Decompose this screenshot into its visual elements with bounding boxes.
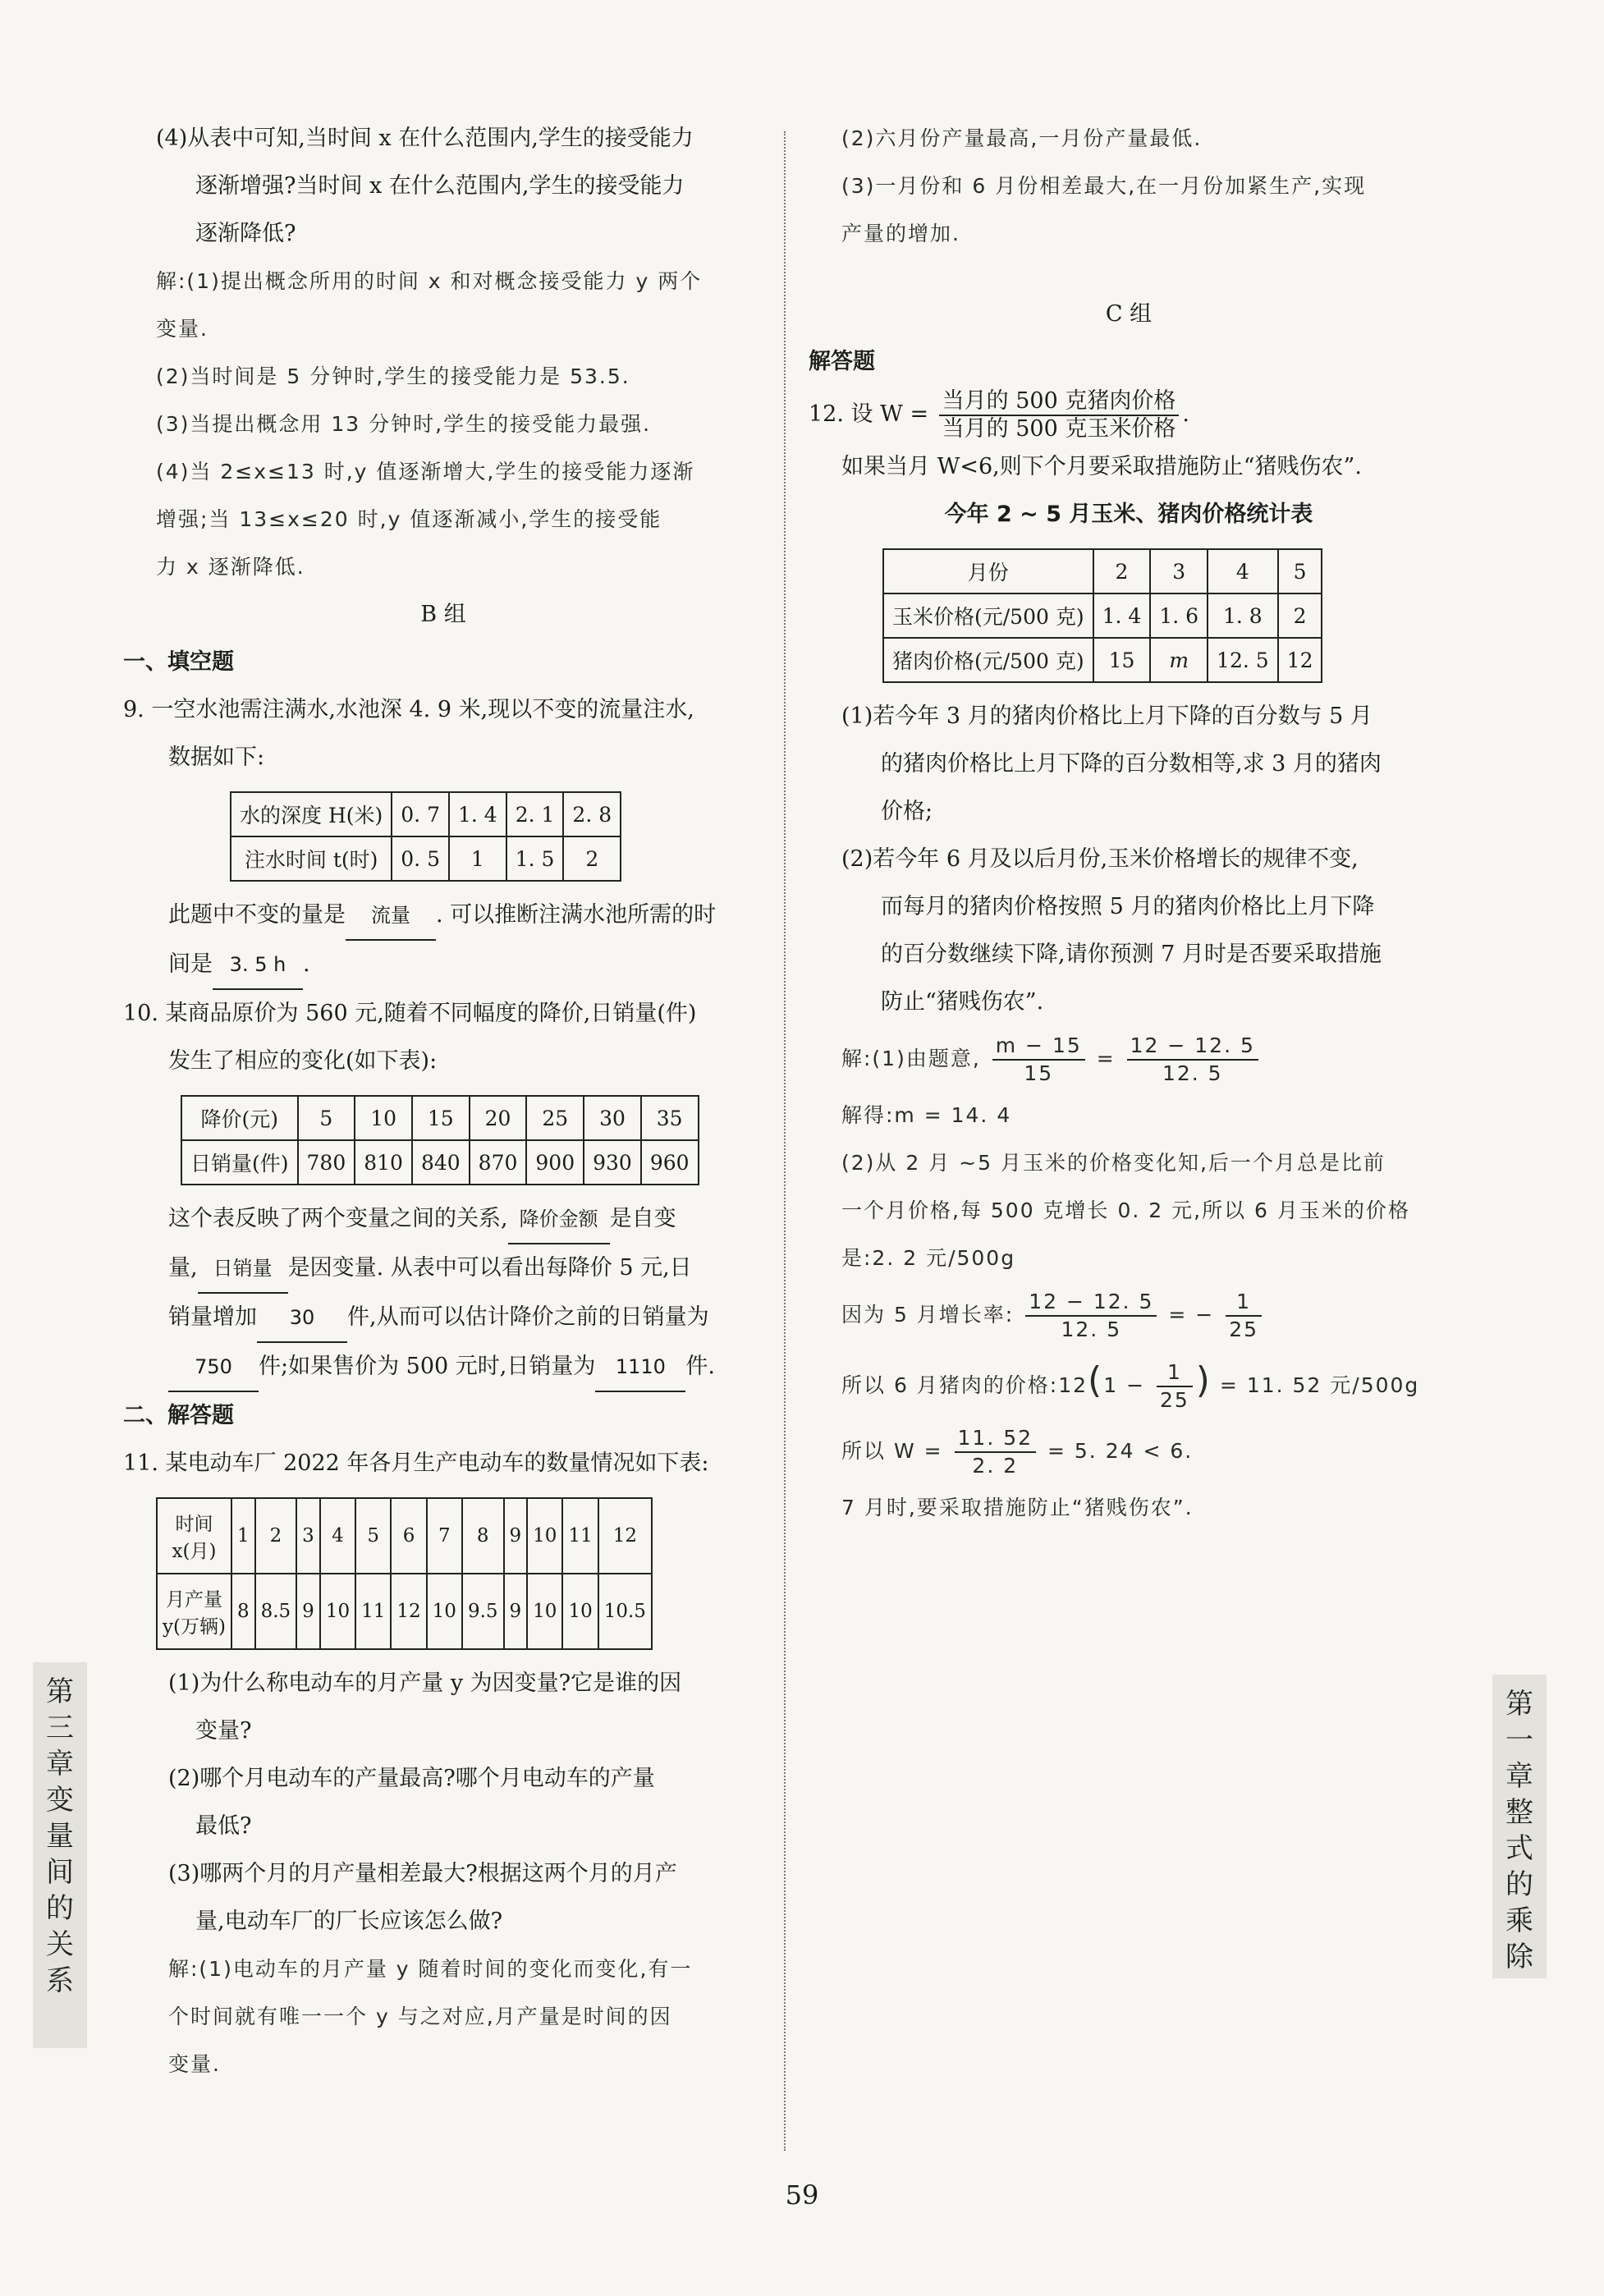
answer-text: 变量.: [168, 2052, 221, 2076]
answer-text: 解:(1)提出概念所用的时间 x 和对概念接受能力 y 两个: [156, 269, 703, 293]
solution-line: 解:(1)由题意, $\frac{m - 15}{15}$ = $\frac{12 - 12. 5}{12. 5}$: [809, 1026, 1449, 1092]
solution-line: 所以 W = $\frac{11. 52}{2. 2}$ = 5. 24 < 6.: [841, 1426, 1194, 1478]
q11-sub: (3)哪两个月的月产量相差最大?根据这两个月的月产: [168, 1861, 677, 1886]
table-q11: [156, 1497, 653, 1650]
fraction: $\frac{11. 52}{2. 2}$: [955, 1425, 1037, 1479]
solution-line: 解得:m = 14. 4: [841, 1103, 1012, 1127]
q10-blank-line: 量, 日销量 是因变量. 从表中可以看出每降价 5 元,日: [123, 1244, 763, 1294]
answer-text: 产量的增加.: [841, 222, 960, 245]
answer-text: (3)一月份和 6 月份相差最大,在一月份加紧生产,实现: [841, 174, 1367, 198]
section-fill-blank: 一、填空题: [123, 649, 234, 675]
q12-sub: (1)若今年 3 月的猪肉价格比上月下降的百分数与 5 月: [841, 703, 1373, 729]
q12-sub: 防止“猪贱伤农”.: [881, 989, 1044, 1015]
q12-sub: 的猪肉价格比上月下降的百分数相等,求 3 月的猪肉: [881, 751, 1382, 777]
q12-text: 如果当月 W<6,则下个月要采取措施防止“猪贱伤农”.: [841, 454, 1362, 479]
right-column: [809, 115, 1449, 1532]
group-b-heading: B 组: [420, 602, 466, 627]
group-c-heading: C 组: [1105, 301, 1153, 327]
q9-text: 9. 一空水池需注满水,水池深 4. 9 米,现以不变的流量注水,: [123, 697, 694, 722]
left-column: [123, 115, 763, 2088]
solution-line: 所以 6 月猪肉的价格:12(1 − $\frac{1}{25}$ ) = 11. 52 元/500g: [841, 1359, 1420, 1412]
q10-blank-line: 750 件;如果售价为 500 元时,日销量为 1110 件.: [123, 1343, 763, 1392]
q9-blank-line: 此题中不变的量是 流量 . 可以推断注满水池所需的时: [123, 891, 763, 941]
fraction: $\frac{1}{25}$: [1157, 1359, 1193, 1414]
answer-blank: 日销量: [198, 1244, 288, 1294]
fraction: $\frac{m - 15}{15}$: [992, 1033, 1085, 1087]
q12-sub: 而每月的猪肉价格按照 5 月的猪肉价格比上月下降: [881, 894, 1375, 919]
table-row: 猪肉价格(元/500 克) 15 m 12. 5 12: [883, 638, 1322, 682]
fraction: $\frac{12 - 12. 5}{12. 5}$: [1025, 1289, 1157, 1343]
q12-formula: 12. 设 W = $\frac{\text{当月的 500 克猪肉价格}}{\text{当月的 500 克玉米价格}}$ .: [809, 387, 1189, 442]
solution-line: (2)从 2 月 ~5 月玉米的价格变化知,后一个月总是比前: [841, 1151, 1386, 1175]
chapter-tab-right: 第 一 章 整 式 的 乘 除: [1492, 1675, 1547, 1978]
q12-sub: (2)若今年 6 月及以后月份,玉米价格增长的规律不变,: [841, 846, 1359, 872]
solution-line: 因为 5 月增长率: $\frac{12 - 12. 5}{12. 5}$ = − $\frac{1}{25}$: [809, 1282, 1449, 1348]
header-cell: 时间 x(月): [157, 1498, 231, 1574]
answer-blank: 750: [168, 1343, 259, 1392]
table-row: 注水时间 t(时) 0. 5 1 1. 5 2: [231, 836, 621, 881]
answer-text: (2)六月份产量最高,一月份产量最低.: [841, 126, 1203, 150]
fraction: $\frac{\text{当月的 500 克猪肉价格}}{\text{当月的 500 克玉米价格}}$: [939, 388, 1180, 442]
q11-sub: 量,电动车厂的厂长应该怎么做?: [195, 1909, 503, 1934]
answer-text: (3)当提出概念用 13 分钟时,学生的接受能力最强.: [156, 412, 652, 436]
q9-blank-line: 间是 3. 5 h .: [123, 941, 763, 990]
answer-text: 个时间就有唯一一个 y 与之对应,月产量是时间的因: [168, 2005, 672, 2028]
table-row: 月份 2 3 4 5: [883, 549, 1322, 593]
solution-line: 是:2. 2 元/500g: [841, 1246, 1016, 1270]
answer-text: 力 x 逐渐降低.: [156, 555, 305, 579]
q4-text: (4)从表中可知,当时间 x 在什么范围内,学生的接受能力: [156, 126, 694, 151]
answer-text: 增强;当 13≤x≤20 时,y 值逐渐减小,学生的接受能: [156, 507, 662, 531]
answer-text: (2)当时间是 5 分钟时,学生的接受能力是 53.5.: [156, 364, 630, 388]
table-q12: [882, 548, 1322, 683]
q10-text: 10. 某商品原价为 560 元,随着不同幅度的降价,日销量(件): [123, 1001, 697, 1026]
header-cell: 月产量 y(万辆): [157, 1574, 231, 1649]
column-divider: [784, 131, 786, 2151]
answer-blank: 1110: [595, 1343, 685, 1392]
table-row: 时间 x(月) 1 2 3 4 5 6 7 8 9 10 11 12: [157, 1498, 652, 1574]
page-number: 59: [785, 2179, 819, 2211]
answer-text: 变量.: [156, 317, 209, 341]
q10-blank-line: 销量增加 30 件,从而可以估计降价之前的日销量为: [123, 1294, 763, 1343]
table-title: 今年 2 ~ 5 月玉米、猪肉价格统计表: [944, 502, 1313, 527]
fraction: $\frac{12 - 12. 5}{12. 5}$: [1127, 1033, 1258, 1087]
solution-line: 7 月时,要采取措施防止“猪贱伤农”.: [841, 1496, 1194, 1519]
table-row: 日销量(件) 780 810 840 870 900 930 960: [181, 1140, 699, 1185]
table-q10: [181, 1095, 699, 1185]
table-row: 水的深度 H(米) 0. 7 1. 4 2. 1 2. 8: [231, 792, 621, 836]
table-row: 月产量 y(万辆) 8 8.5 9 10 11 12 10 9.5 9 10 10 10.5: [157, 1574, 652, 1649]
fraction: $\frac{1}{25}$: [1226, 1289, 1262, 1343]
table-row: 玉米价格(元/500 克) 1. 4 1. 6 1. 8 2: [883, 593, 1322, 638]
table-q9: [230, 791, 621, 882]
q11-text: 11. 某电动车厂 2022 年各月生产电动车的数量情况如下表:: [123, 1450, 709, 1476]
chapter-tab-left: 第 三 章 变 量 间 的 关 系: [33, 1662, 87, 2048]
solution-line: 一个月价格,每 500 克增长 0. 2 元,所以 6 月玉米的价格: [841, 1198, 1410, 1222]
answer-blank: 降价金额: [508, 1195, 610, 1244]
q11-sub: 最低?: [195, 1813, 252, 1839]
q12-sub: 的百分数继续下降,请你预测 7 月时是否要采取措施: [881, 942, 1382, 967]
answer-blank: 3. 5 h: [213, 941, 303, 990]
answer-blank: 流量: [346, 891, 436, 941]
q9-text: 数据如下:: [168, 745, 265, 770]
q10-blank-line: 这个表反映了两个变量之间的关系, 降价金额 是自变: [123, 1195, 763, 1244]
answer-text: 解:(1)电动车的月产量 y 随着时间的变化而变化,有一: [168, 1957, 693, 1981]
table-row: 降价(元) 5 10 15 20 25 30 35: [181, 1096, 699, 1140]
q4-text: 逐渐增强?当时间 x 在什么范围内,学生的接受能力: [195, 173, 685, 199]
q11-sub: (1)为什么称电动车的月产量 y 为因变量?它是谁的因: [168, 1670, 682, 1696]
section-answer: 解答题: [809, 349, 875, 374]
section-answer: 二、解答题: [123, 1403, 234, 1428]
answer-blank: 30: [257, 1294, 347, 1343]
answer-text: (4)当 2≤x≤13 时,y 值逐渐增大,学生的接受能力逐渐: [156, 460, 695, 483]
q11-sub: 变量?: [195, 1718, 252, 1744]
q10-text: 发生了相应的变化(如下表):: [168, 1048, 438, 1074]
q12-sub: 价格;: [881, 799, 933, 824]
q11-sub: (2)哪个月电动车的产量最高?哪个月电动车的产量: [168, 1766, 655, 1791]
q4-text: 逐渐降低?: [195, 221, 296, 246]
